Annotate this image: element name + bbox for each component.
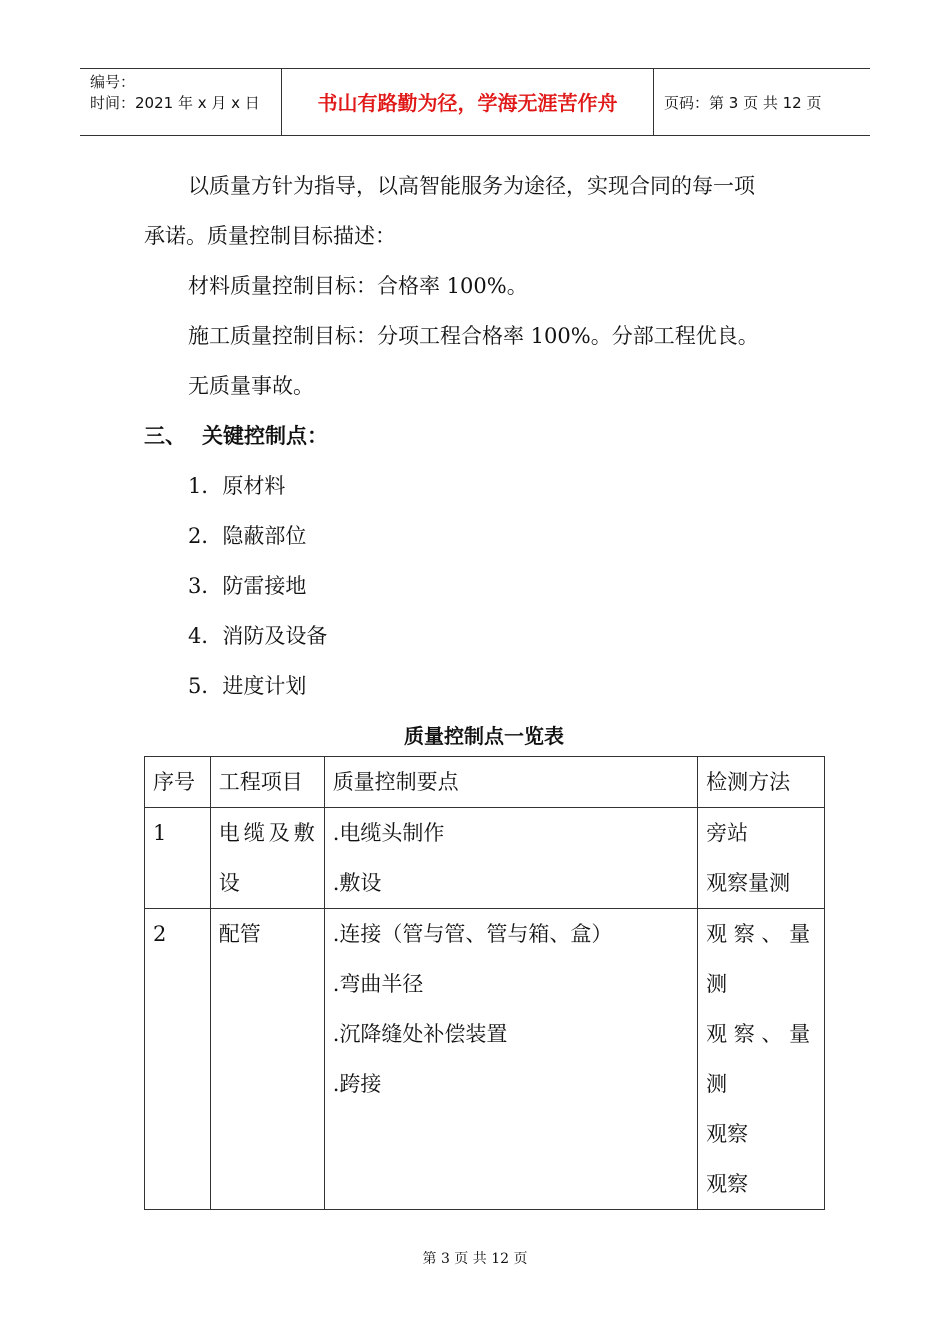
row-number: 2 — [153, 922, 167, 946]
header-cell-points: 质量控制要点 — [324, 757, 697, 808]
cell-no — [145, 909, 211, 1210]
document-number-label: 编号： — [90, 73, 136, 91]
header-cell-item: 工程项目 — [210, 757, 324, 808]
paragraph-no-accident: 无质量事故。 — [188, 374, 314, 398]
section-heading-key-points — [144, 420, 328, 450]
cell-item — [210, 808, 324, 909]
inspection-method: 观察量测 — [706, 871, 791, 895]
inspection-method: 旁站 — [706, 821, 749, 845]
inspection-method: 测 — [706, 1072, 728, 1096]
section-number: 三、 — [144, 424, 186, 448]
control-point: .沉降缝处补偿装置 — [332, 1022, 508, 1046]
paragraph-material-target: 材料质量控制目标：合格率 100%。 — [188, 274, 528, 298]
list-item: 3．防雷接地 — [188, 574, 307, 598]
list-item: 2．隐蔽部位 — [188, 524, 307, 548]
control-point: .连接（管与管、管与箱、盒） — [332, 922, 613, 946]
inspection-method: 观察 — [706, 1172, 749, 1196]
quality-control-table — [144, 756, 825, 1210]
control-point: .电缆头制作 — [332, 821, 445, 845]
cell-points — [324, 909, 697, 1210]
inspection-method: 观 察 、 量 — [706, 922, 811, 946]
header-cell-no: 序号 — [145, 757, 211, 808]
cell-no — [145, 808, 211, 909]
section-title: 关键控制点： — [202, 424, 328, 448]
row-number: 1 — [153, 821, 167, 845]
header-page-info: 页码：第 3 页 共 12 页 — [664, 94, 822, 112]
item-name-line: 电缆及敷 — [218, 821, 319, 845]
cell-method — [698, 808, 825, 909]
control-point: .敷设 — [332, 871, 382, 895]
inspection-method: 测 — [706, 972, 728, 996]
cell-method — [698, 909, 825, 1210]
table-caption: 质量控制点一览表 — [404, 724, 564, 748]
paragraph-quality-policy-line1: 以质量方针为指导，以高智能服务为途径，实现合同的每一项 — [188, 174, 755, 198]
list-item: 4．消防及设备 — [188, 624, 328, 648]
paragraph-construction-target: 施工质量控制目标：分项工程合格率 100%。分部工程优良。 — [188, 324, 759, 348]
page-footer: 第 3 页 共 12 页 — [422, 1251, 528, 1267]
inspection-method: 观察 — [706, 1122, 749, 1146]
header-cell-method: 检测方法 — [698, 757, 825, 808]
cell-points — [324, 808, 697, 909]
list-item: 5．进度计划 — [188, 674, 307, 698]
table-row — [145, 909, 825, 1210]
document-date: 时间：2021 年 x 月 x 日 — [90, 94, 260, 112]
page-header — [80, 68, 870, 136]
header-motto: 书山有路勤为径，学海无涯苦作舟 — [282, 69, 654, 135]
item-name-line: 配管 — [218, 922, 261, 946]
paragraph-quality-policy-line2: 承诺。质量控制目标描述： — [144, 224, 396, 248]
inspection-method: 观 察 、 量 — [706, 1022, 811, 1046]
cell-item — [210, 909, 324, 1210]
control-point: .弯曲半径 — [332, 972, 424, 996]
table-header-row — [145, 757, 825, 808]
table-row — [145, 808, 825, 909]
header-meta — [80, 69, 282, 135]
list-item: 1．原材料 — [188, 474, 286, 498]
control-point: .跨接 — [332, 1072, 382, 1096]
item-name-line: 设 — [218, 871, 240, 895]
